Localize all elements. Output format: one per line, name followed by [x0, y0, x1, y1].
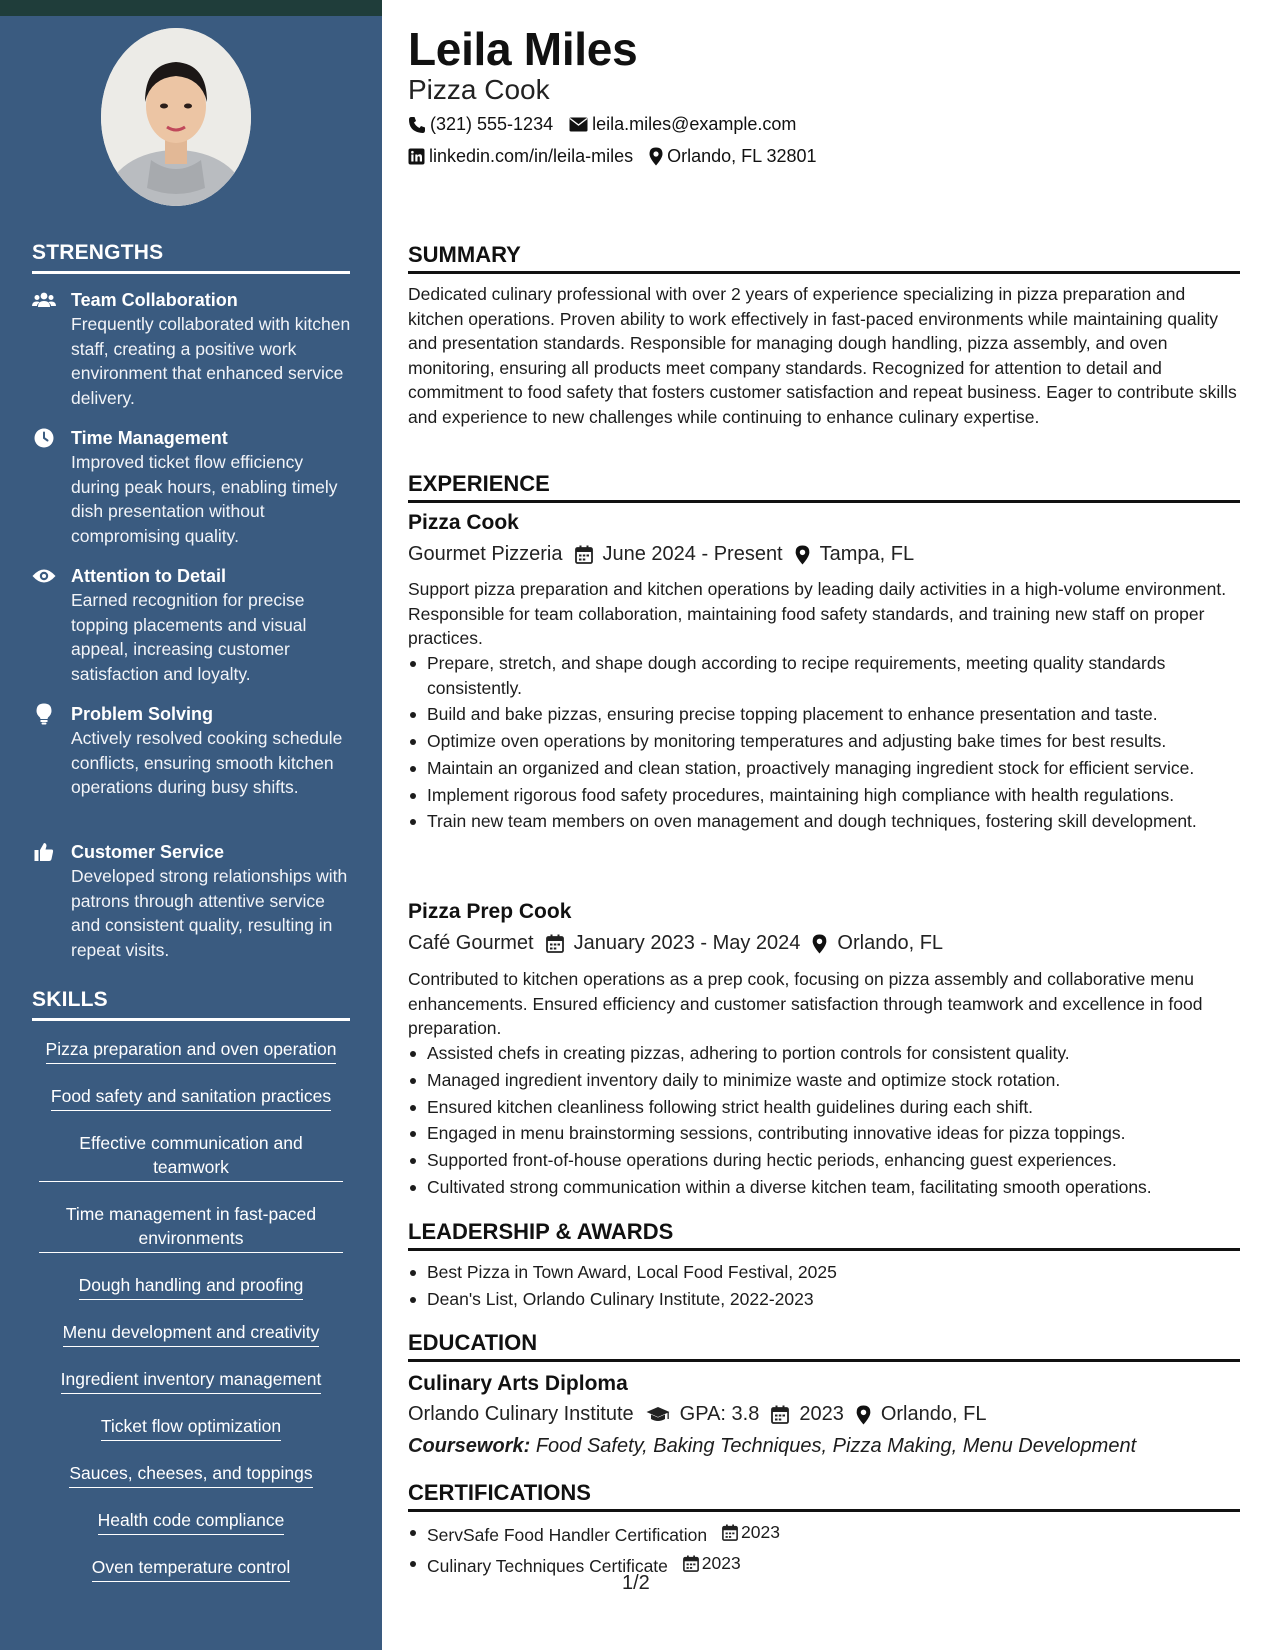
list-item: Supported front-of-house operations during hectic periods, enhancing guest experiences. [408, 1148, 1240, 1173]
skill-item: Food safety and sanitation practices [51, 1084, 331, 1111]
job-description: Contributed to kitchen operations as a prep cook, focusing on pizza assembly and collaborative menu enhancements. Ensured efficiency and customer satisfaction through teamwork and excellence in food preparation. [408, 969, 1203, 1038]
phone-icon [408, 116, 426, 134]
job-dates-text: June 2024 - Present [602, 543, 783, 565]
strength-description: Frequently collaborated with kitchen staff, creating a positive work environment that enhanced service delivery. [71, 314, 351, 408]
graduation-year-text: 2023 [799, 1403, 844, 1425]
contact-line-2 [408, 146, 833, 167]
certifications-list [408, 1520, 1240, 1581]
calendar-icon [575, 545, 593, 564]
cert-name: ServSafe Food Handler Certification [427, 1524, 708, 1545]
map-pin-icon [649, 147, 663, 166]
job-description: Support pizza preparation and kitchen operations by leading daily activities in a high-volume environment. Responsible for team collaboration, maintaining food safety standards, and training new staff on proper practices. [408, 579, 1227, 648]
job-title: Pizza Prep Cook [408, 900, 572, 923]
summary-heading: SUMMARY [408, 242, 1240, 274]
phone-text: (321) 555-1234 [430, 114, 554, 134]
leadership-heading: LEADERSHIP & AWARDS [408, 1219, 1240, 1251]
calendar-icon [683, 1555, 699, 1572]
profile-photo [101, 28, 251, 206]
location-text: Orlando, FL 32801 [667, 146, 817, 166]
job-company: Gourmet Pizzeria [408, 543, 563, 565]
sidebar [0, 0, 382, 1650]
job-company: Café Gourmet [408, 932, 534, 954]
school-name: Orlando Culinary Institute [408, 1403, 634, 1425]
strengths-heading: STRENGTHS [32, 241, 350, 274]
job-location-text: Orlando, FL [837, 932, 944, 954]
strength-description: Actively resolved cooking schedule conflicts, ensuring smooth kitchen operations during busy shifts. [71, 728, 343, 797]
job-dates [575, 543, 783, 566]
cert-name: Culinary Techniques Certificate [427, 1556, 668, 1576]
job-meta [408, 543, 926, 566]
skill-item: Health code compliance [98, 1508, 285, 1535]
list-item: Implement rigorous food safety procedures, maintaining high compliance with health regulations. [408, 783, 1240, 808]
skill-item: Pizza preparation and oven operation [46, 1037, 337, 1064]
cert-year: 2023 [741, 1522, 780, 1542]
education-heading: EDUCATION [408, 1330, 1240, 1362]
strength-title: Problem Solving [71, 704, 214, 724]
map-pin-icon [856, 1405, 871, 1425]
list-item: Dean's List, Orlando Culinary Institute, 2022-2023 [408, 1287, 1240, 1312]
gpa-text: GPA: 3.8 [679, 1403, 760, 1425]
degree-title: Culinary Arts Diploma [408, 1372, 628, 1395]
sidebar-top-bar [0, 0, 382, 16]
clock-icon [32, 428, 56, 448]
coursework-label: Coursework: [408, 1435, 531, 1457]
list-item: Train new team members on oven management and dough techniques, fostering skill development. [408, 809, 1240, 834]
location-contact [649, 146, 816, 167]
strength-item [32, 288, 352, 410]
summary-text: Dedicated culinary professional with over 2 years of experience specializing in pizza preparation and kitchen operations. Proven ability to work effectively in fast-paced environments while maintaining quality and presentation standards. Responsible for managing dough handling, pizza assembly, and oven monitoring, ensuring all products meet company standards. Recognized for attention to detail and commitment to food safety that fosters customer satisfaction and repeat business. Eager to contribute skills and experience to new challenges while continuing to enhance culinary expertise. [408, 284, 1237, 427]
linkedin-contact[interactable] [408, 146, 633, 167]
page-number: 1/2 [622, 1572, 650, 1594]
certifications-heading: CERTIFICATIONS [408, 1480, 1240, 1512]
coursework-text: Food Safety, Baking Techniques, Pizza Making, Menu Development [535, 1435, 1137, 1457]
contact-line-1 [408, 114, 812, 135]
strength-item [32, 702, 352, 800]
list-item [408, 1551, 1240, 1578]
list-item: Optimize oven operations by monitoring temperatures and adjusting bake times for best results. [408, 729, 1240, 754]
experience-heading: EXPERIENCE [408, 471, 1240, 503]
phone-contact[interactable] [408, 114, 553, 135]
calendar-icon [546, 934, 564, 953]
strength-description: Developed strong relationships with patrons through attentive service and consistent quality, resulting in repeat visits. [71, 866, 348, 960]
lightbulb-icon [32, 704, 56, 724]
school-location-text: Orlando, FL [880, 1403, 987, 1425]
email-contact[interactable] [569, 114, 796, 135]
list-item: Assisted chefs in creating pizzas, adhering to portion controls for consistent quality. [408, 1041, 1240, 1066]
strength-title: Customer Service [71, 842, 225, 862]
job-title: Pizza Cook [408, 511, 519, 534]
skills-list [32, 1037, 350, 1602]
job-bullets [408, 651, 1240, 836]
list-item: Best Pizza in Town Award, Local Food Festival, 2025 [408, 1260, 1240, 1285]
school-location [856, 1403, 987, 1426]
skill-item: Effective communication and teamwork [39, 1131, 343, 1182]
list-item: Maintain an organized and clean station, proactively managing ingredient stock for efficient service. [408, 756, 1240, 781]
skill-item: Oven temperature control [92, 1555, 290, 1582]
strength-description: Improved ticket flow efficiency during peak hours, enabling timely dish presentation without compromising quality. [71, 452, 338, 546]
job-dates-text: January 2023 - May 2024 [573, 932, 801, 954]
skill-item: Time management in fast-paced environments [39, 1202, 343, 1253]
list-item: Engaged in menu brainstorming sessions, contributing innovative ideas for pizza toppings. [408, 1121, 1240, 1146]
strength-item [32, 564, 352, 686]
skill-item: Ticket flow optimization [101, 1414, 281, 1441]
map-pin-icon [795, 545, 810, 565]
map-pin-icon [812, 934, 827, 954]
strength-item [32, 840, 352, 962]
envelope-icon [569, 117, 588, 132]
education-meta [408, 1403, 998, 1426]
email-text: leila.miles@example.com [592, 114, 797, 134]
job-dates [546, 932, 801, 955]
strength-title: Attention to Detail [71, 566, 226, 586]
cert-date [683, 1551, 741, 1576]
skill-item: Menu development and creativity [63, 1320, 320, 1347]
candidate-role: Pizza Cook [408, 74, 550, 105]
skill-item: Ingredient inventory management [61, 1367, 322, 1394]
graduation-cap-icon [646, 1406, 670, 1423]
leadership-list [408, 1260, 1240, 1314]
list-item: Ensured kitchen cleanliness following strict health guidelines during each shift. [408, 1095, 1240, 1120]
strength-title: Team Collaboration [71, 290, 238, 310]
linkedin-text: linkedin.com/in/leila-miles [429, 146, 634, 166]
job-meta [408, 932, 955, 955]
list-item: Managed ingredient inventory daily to minimize waste and optimize stock rotation. [408, 1068, 1240, 1093]
strength-title: Time Management [71, 428, 228, 448]
users-icon [32, 290, 56, 310]
calendar-icon [771, 1405, 789, 1424]
calendar-icon [722, 1524, 738, 1541]
list-item: Prepare, stretch, and shape dough according to recipe requirements, meeting quality standards consistently. [408, 651, 1240, 700]
graduation-year [771, 1403, 844, 1426]
skills-heading: SKILLS [32, 988, 350, 1021]
skill-item: Dough handling and proofing [79, 1273, 304, 1300]
cert-date [722, 1520, 780, 1545]
cert-year: 2023 [701, 1553, 741, 1574]
list-item [408, 1520, 1240, 1547]
skill-item: Sauces, cheeses, and toppings [69, 1461, 312, 1488]
gpa [646, 1403, 760, 1426]
job-bullets [408, 1041, 1240, 1202]
eye-icon [32, 566, 56, 586]
linkedin-icon [408, 148, 425, 165]
candidate-name: Leila Miles [408, 23, 638, 75]
list-item: Build and bake pizzas, ensuring precise topping placement to enhance presentation and taste. [408, 702, 1240, 727]
thumbs-up-icon [32, 842, 56, 862]
strength-item [32, 426, 352, 548]
coursework-line [408, 1433, 1240, 1459]
job-location [812, 932, 943, 955]
strength-description: Earned recognition for precise topping placements and visual appeal, increasing customer satisfaction and loyalty. [71, 590, 307, 684]
job-location-text: Tampa, FL [819, 543, 915, 565]
job-location [795, 543, 914, 566]
list-item: Cultivated strong communication within a diverse kitchen team, facilitating smooth operations. [408, 1175, 1240, 1200]
